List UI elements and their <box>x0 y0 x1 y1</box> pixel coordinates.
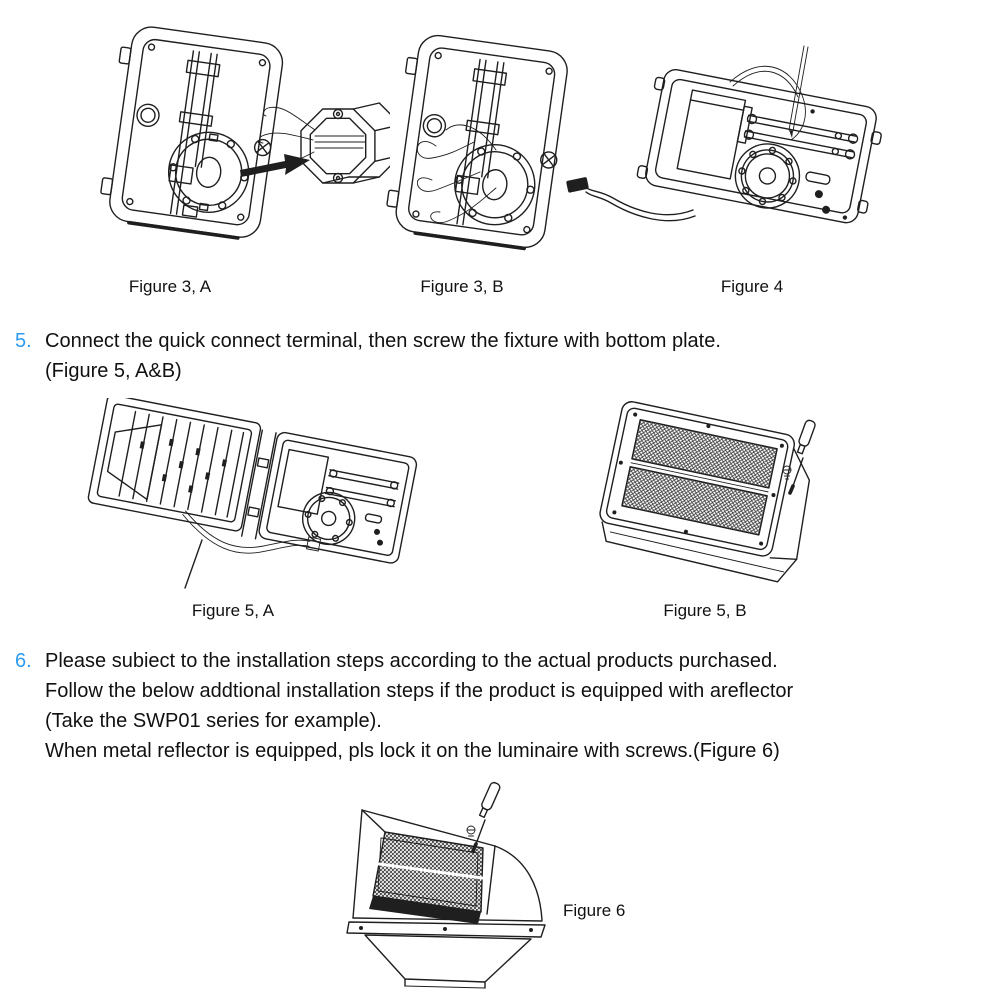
step-5-line-2: (Figure 5, A&B) <box>45 360 182 382</box>
step-6-line-1: Please subiect to the installation steps according to the actual products purchased. <box>45 650 778 672</box>
step-6-number: 6. <box>15 650 32 672</box>
figure-5a-drawing <box>70 398 430 596</box>
figure-6-drawing <box>335 772 647 998</box>
driver-box <box>677 90 745 179</box>
figure-3b-caption: Figure 3, B <box>420 277 504 296</box>
step-6-line-3: (Take the SWP01 series for example). <box>45 710 382 732</box>
mounting-plate <box>384 32 572 252</box>
mounting-plate <box>97 23 285 241</box>
step-5 <box>15 326 721 386</box>
figure-3a-drawing <box>90 18 390 268</box>
housing-base <box>347 918 545 988</box>
step-6-line-4: When metal reflector is equipped, pls lock it on the luminaire with screws.(Figure 6) <box>45 740 780 762</box>
step-5-number: 5. <box>15 330 32 352</box>
screw-icon <box>467 826 475 836</box>
figure-4-drawing <box>565 40 910 268</box>
direction-arrow-icon <box>240 154 310 177</box>
step-6-line-2: Follow the below addtional installation steps if the product is equipped with areflector <box>45 680 794 702</box>
wire-connector <box>566 177 589 193</box>
connecting-wire <box>178 511 321 568</box>
screwdriver-icon <box>467 781 501 851</box>
back-plate <box>258 431 418 564</box>
leader-line <box>185 540 202 588</box>
figure-5b-caption: Figure 5, B <box>663 601 747 620</box>
step-6 <box>15 646 793 766</box>
finned-housing <box>87 398 261 532</box>
figure-3a-caption: Figure 3, A <box>128 277 212 296</box>
step-5-line-1: Connect the quick connect terminal, then screw the fixture with bottom plate. <box>45 330 721 352</box>
figure-5a-caption: Figure 5, A <box>191 601 275 620</box>
figure-3b-drawing <box>378 28 588 263</box>
figure-5b-drawing <box>592 400 837 590</box>
screwdriver-icon <box>783 419 816 493</box>
lens <box>622 420 777 535</box>
junction-box <box>301 103 390 183</box>
back-panel <box>636 66 886 227</box>
figure-4-caption: Figure 4 <box>720 277 784 296</box>
figure-6-caption: Figure 6 <box>563 901 626 920</box>
supply-wire <box>566 177 695 221</box>
side-screw-icon <box>254 139 272 157</box>
hinge <box>242 430 276 539</box>
